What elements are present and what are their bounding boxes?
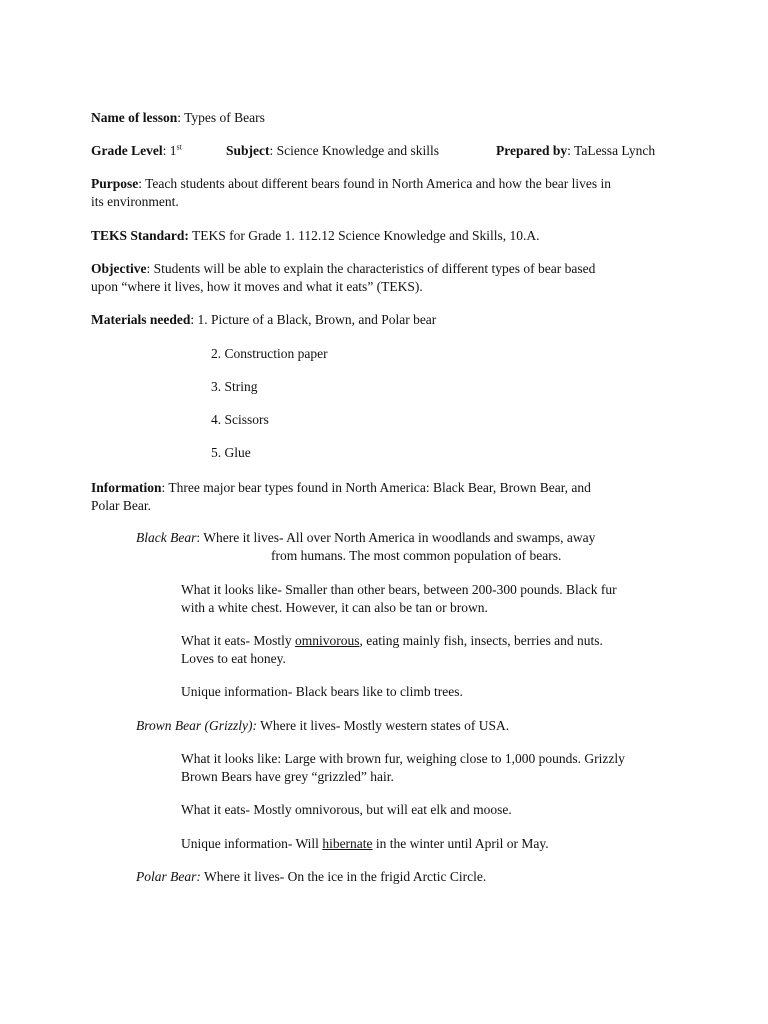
brown-bear-looks-line-2: Brown Bears have grey “grizzled” hair.	[181, 769, 394, 784]
teks-line	[91, 227, 540, 245]
materials-line-1	[91, 311, 436, 329]
black-bear-looks-line-1: What it looks like- Smaller than other bears, between 200-300 pounds. Black fur	[181, 582, 617, 597]
black-bear-lives-line-1	[136, 529, 595, 547]
purpose-line-1	[91, 175, 611, 193]
black-bear-title: Black Bear	[136, 530, 197, 545]
brown-bear-lives-text: Where it lives- Mostly western states of USA.	[257, 718, 510, 733]
brown-bear-unique-line	[181, 835, 549, 853]
black-bear-eats-pre: What it eats- Mostly	[181, 633, 295, 648]
brown-bear-unique-pre: Unique information- Will	[181, 836, 323, 851]
information-line-2: Polar Bear.	[91, 498, 151, 513]
materials-item-3: 3. String	[211, 379, 258, 394]
materials-item-5: 5. Glue	[211, 445, 251, 460]
polar-bear-lives-line	[136, 868, 486, 886]
lesson-name-label: Name of lesson	[91, 110, 178, 125]
grade-level-value: : 1	[162, 143, 177, 158]
information-label: Information	[91, 480, 162, 495]
subject-line	[226, 142, 439, 160]
polar-bear-lives-text: Where it lives- On the ice in the frigid Arctic Circle.	[200, 869, 487, 884]
prepared-by-label: Prepared by	[496, 143, 568, 158]
brown-bear-unique-post: in the winter until April or May.	[372, 836, 549, 851]
objective-line-2: upon “where it lives, how it moves and what it eats” (TEKS).	[91, 279, 423, 294]
teks-label: TEKS Standard:	[91, 228, 189, 243]
subject-label: Subject	[226, 143, 270, 158]
prepared-by-value: : TaLessa Lynch	[567, 143, 656, 158]
objective-line-1	[91, 260, 595, 278]
objective-label: Objective	[91, 261, 147, 276]
brown-bear-unique-underlined: hibernate	[322, 836, 373, 851]
black-bear-lives-text-1: : Where it lives- All over North America in woodlands and swamps, away	[196, 530, 596, 545]
information-text-1: : Three major bear types found in North America: Black Bear, Brown Bear, and	[161, 480, 591, 495]
information-line-1	[91, 479, 591, 497]
materials-item-4: 4. Scissors	[211, 412, 269, 427]
grade-level-line	[91, 142, 182, 160]
materials-item-1: : 1. Picture of a Black, Brown, and Polar bear	[190, 312, 437, 327]
black-bear-looks-line-2: with a white chest. However, it can also be tan or brown.	[181, 600, 488, 615]
purpose-line-2: its environment.	[91, 194, 179, 209]
lesson-name-line	[91, 109, 265, 127]
black-bear-eats-line-1	[181, 632, 603, 650]
grade-level-label: Grade Level	[91, 143, 163, 158]
subject-value: : Science Knowledge and skills	[269, 143, 439, 158]
brown-bear-lives-line	[136, 717, 509, 735]
black-bear-eats-post: , eating mainly fish, insects, berries and nuts.	[359, 633, 603, 648]
grade-level-sup: st	[176, 142, 182, 152]
brown-bear-eats: What it eats- Mostly omnivorous, but will eat elk and moose.	[181, 802, 512, 817]
objective-text-1: : Students will be able to explain the characteristics of different types of bear based	[146, 261, 596, 276]
brown-bear-looks-line-1: What it looks like: Large with brown fur, weighing close to 1,000 pounds. Grizzly	[181, 751, 625, 766]
lesson-name-value: : Types of Bears	[177, 110, 265, 125]
brown-bear-title: Brown Bear (Grizzly):	[136, 718, 257, 733]
black-bear-lives-line-2: from humans. The most common population of bears.	[271, 548, 562, 563]
black-bear-eats-underlined: omnivorous	[294, 633, 360, 648]
polar-bear-title: Polar Bear:	[136, 869, 201, 884]
purpose-label: Purpose	[91, 176, 139, 191]
materials-label: Materials needed	[91, 312, 191, 327]
teks-value: TEKS for Grade 1. 112.12 Science Knowledge and Skills, 10.A.	[188, 228, 540, 243]
black-bear-unique: Unique information- Black bears like to climb trees.	[181, 684, 463, 699]
purpose-text-1: : Teach students about different bears found in North America and how the bear lives in	[138, 176, 612, 191]
black-bear-eats-line-2: Loves to eat honey.	[181, 651, 286, 666]
materials-item-2: 2. Construction paper	[211, 346, 328, 361]
prepared-by-line	[496, 142, 655, 160]
